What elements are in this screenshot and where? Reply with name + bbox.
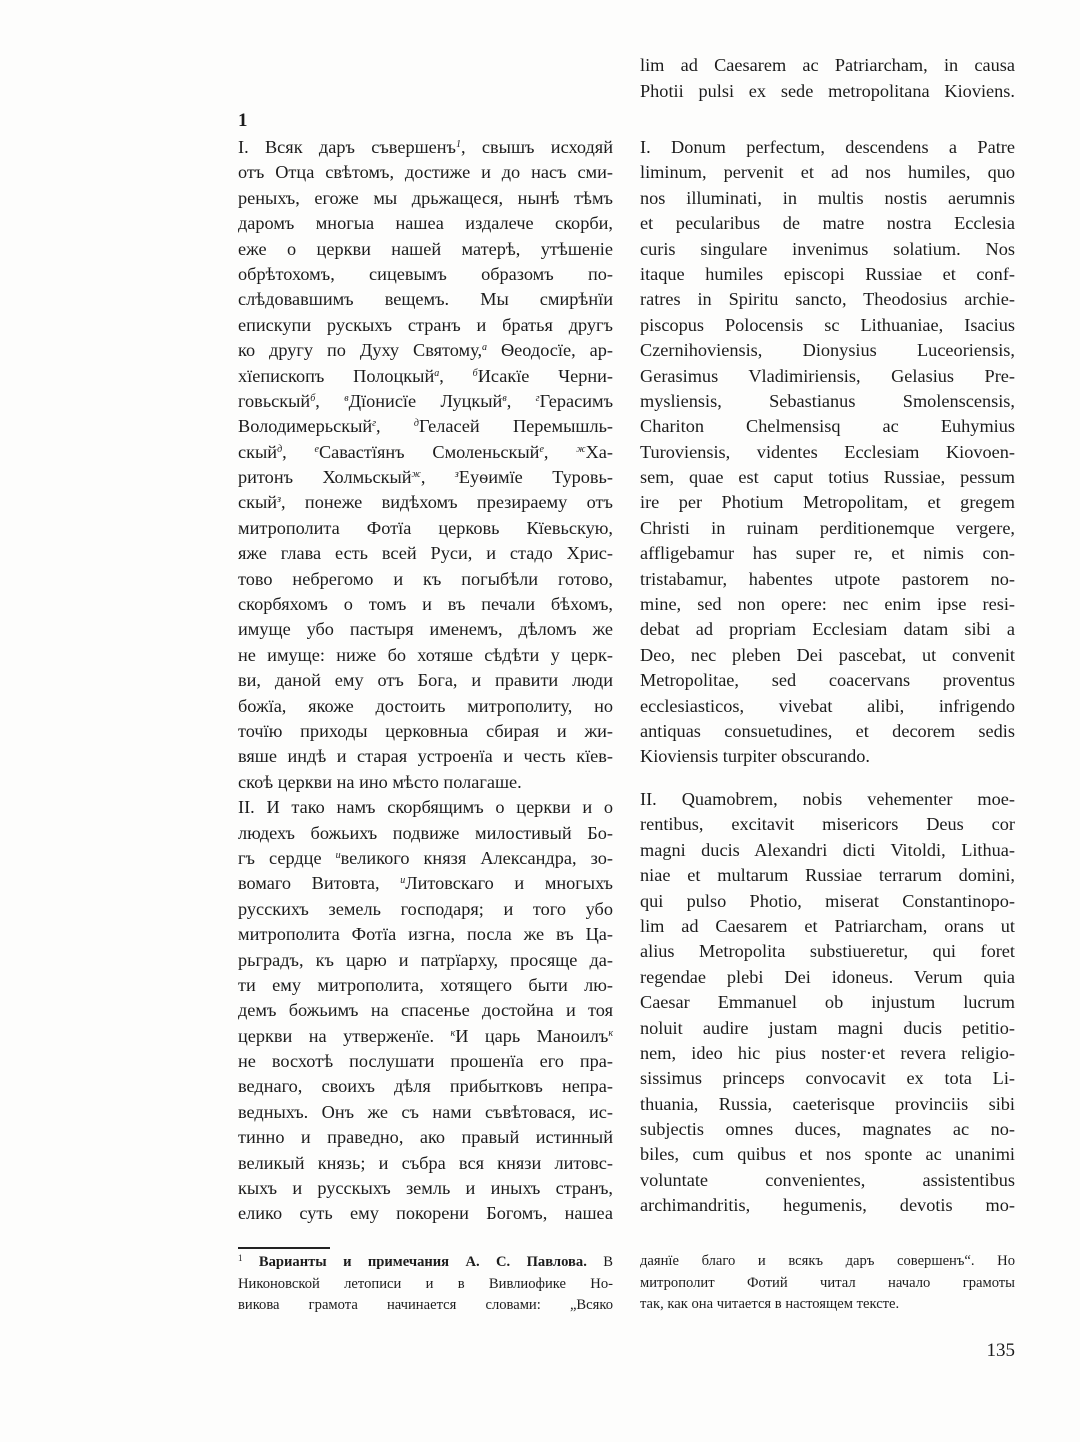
text-line: скоѣ церкви на ино мѣсто полагаше. [238, 771, 522, 792]
text-line: archimandritis, hegumenis, devotis mo- [640, 1195, 1015, 1216]
text-line: скорбяхомъ о томъ и въ печали бѣхомъ, [238, 594, 613, 615]
note-marker: в [502, 392, 507, 404]
text-segment: Ха- [585, 441, 614, 462]
page-number: 135 [986, 1340, 1015, 1361]
text-segment: Володимерьскый [238, 416, 373, 437]
text-line: subjectis omnes duces, magnates ac no- [640, 1119, 1015, 1140]
text-line: Chariton Chelmensisq ac Euhymius [640, 416, 1015, 437]
text-line: ire per Photium Metropolitam, et gregem [640, 492, 1015, 513]
text-segment: говьскый [238, 390, 311, 411]
text-segment: , [506, 390, 536, 411]
text-line: демъ божьимъ на спасенье достойна и тоя [238, 1000, 613, 1021]
text-line: magni ducis Alexandri dicti Vitoldi, Lithua- [640, 839, 1015, 860]
text-line [238, 871, 613, 896]
text-line: Kioviensis turpiter obscurando. [640, 746, 870, 767]
text-line [238, 846, 613, 871]
note-marker: з [454, 469, 459, 481]
text-line [238, 1024, 613, 1049]
text-line: божїа, якоже достоить митрополиту, но [238, 695, 613, 716]
text-line: curis singulare invenimus solatium. Nos [640, 238, 1015, 259]
text-line: Caesar Emmanuel ob injustum lucrum [640, 992, 1015, 1013]
footnote-marker: 1 [238, 1253, 243, 1263]
footnote-right [640, 1251, 1015, 1316]
text-line: alius Metropolita substiueretur, qui foret [640, 941, 1015, 962]
note-marker: к [450, 1027, 456, 1039]
text-line: слѣдовавшимъ вещемъ. Мы смирѣнїи [238, 289, 613, 310]
note-marker: е [314, 443, 319, 455]
text-line: реныхъ, егоже мы дрьжащеся, нынѣ тѣмъ [238, 187, 613, 208]
text-line [238, 465, 613, 490]
text-line [238, 389, 613, 414]
text-segment: , [376, 416, 414, 437]
text-line: debat ad propriam Ecclesiam datam sibi a [640, 619, 1015, 640]
note-marker: а [434, 367, 440, 379]
note-marker: в [344, 392, 349, 404]
text-segment: , [439, 365, 473, 386]
text-line: antiquas consuetudines, et decorem sedis [640, 720, 1015, 741]
footnote-line: даянїе благо и всякъ даръ совершенъ“. Но [640, 1253, 1015, 1269]
text-line: отъ Отца свѣтомъ, достиже и до насъ сми- [238, 162, 613, 183]
text-line: regendae plebi Dei idoneus. Verum quia [640, 966, 1015, 987]
text-line: митрополита Фотїа изгна, посла же въ Ца- [238, 924, 613, 945]
text-segment: I. Всяк даръ съвершенъ [238, 137, 457, 157]
text-line: Metropolitae, sed coacervans proventus [640, 670, 1015, 691]
text-segment: скый [238, 492, 278, 513]
note-marker: г [535, 392, 540, 404]
note-marker: и [335, 849, 341, 861]
text-segment: , понеже видѣхомъ презираему отъ [280, 492, 613, 513]
text-segment: Литовскаго и многыхъ [405, 873, 613, 894]
text-segment: , [420, 467, 455, 488]
text-segment: хїепископъ Полоцкый [238, 365, 435, 386]
header-line: Photii pulsi ex sede metropolitana Kioviens. [640, 81, 1015, 101]
text-segment: ко другу по Духу Святому, [238, 340, 483, 361]
text-line: sem, quae est caput totius Russiae, pessum [640, 467, 1015, 488]
text-line: mysliensis, Sebastianus Smolenscensis, [640, 390, 1015, 411]
text-line: mine, sed non opere: nec enim ipse resi- [640, 594, 1015, 615]
note-marker: а [482, 342, 488, 354]
text-line: Gerasimus Vladimiriensis, Gelasius Pre- [640, 365, 1015, 386]
text-segment: скый [238, 441, 278, 462]
text-line [238, 364, 613, 389]
text-line [238, 414, 613, 439]
note-marker: 1 [456, 139, 462, 150]
text-segment: ритонъ Холмьскый [238, 467, 412, 488]
text-line: voluntate convenientes, assistentibus [640, 1169, 1015, 1190]
header-line: lim ad Caesarem ac Patriarcham, in causa [640, 55, 1015, 75]
text-line: яже глава есть всей Руси, и стадо Хрис- [238, 543, 613, 564]
text-segment: гъ сердце [238, 847, 336, 868]
footnote-lead: Варианты и примечания А. С. Павлова. [258, 1254, 587, 1270]
text-line: ведныхъ. Онъ же съ нами съвѣтовася, ис- [238, 1101, 613, 1122]
text-line: lim ad Caesarem et Patriarcham, orans ut [640, 915, 1015, 936]
text-segment: великого князя Александра, зо- [340, 847, 613, 868]
text-line: nos illuminati, in multis nostis aerumnis [640, 187, 1015, 208]
text-line: itaque humiles episcopi Russiae et conf- [640, 263, 1015, 284]
text-line: людехъ божьихъ подвиже милостивый Бо- [238, 822, 613, 843]
footnote-divider [238, 1247, 330, 1249]
text-line: tristabamur, habentes utpote pastorem no- [640, 568, 1015, 589]
text-line: Czernihoviensis, Dionysius Luceoriensis, [640, 340, 1015, 361]
footnote-line [238, 1252, 613, 1274]
text-line: епискупи рускыхъ странъ и братья другъ [238, 314, 613, 335]
old-russian-text-column [238, 135, 613, 1227]
text-line: piscopus Polocensis sc Lithuaniae, Isacius [640, 314, 1015, 335]
text-line: qui pulso Photio, miserat Constantinopo- [640, 890, 1015, 911]
text-line: имуще убо пастыря именемъ, дѣломъ же [238, 619, 613, 640]
text-line: affligebamur has super re, et nimis con- [640, 543, 1015, 564]
text-line: thuania, Russia, caeterisque provinciis sibi [640, 1093, 1015, 1114]
text-segment: , свышъ исходяй [461, 137, 613, 157]
footnote-left [238, 1252, 613, 1317]
note-marker: ж [576, 443, 586, 455]
text-line: liminum, pervenit et ad nos humiles, quo [640, 162, 1015, 183]
text-line: ти ему митрополита, хотящего быти лю- [238, 974, 613, 995]
text-line: тово небрегомо и къ погыбѣли готово, [238, 568, 613, 589]
text-line: еже о церкви нашей матерѣ, утѣшеніе [238, 238, 613, 259]
text-segment: , [282, 441, 315, 462]
text-line: ви, даной ему отъ Бога, и правити люди [238, 670, 613, 691]
running-header-latin [640, 52, 1015, 104]
text-segment: , [315, 390, 345, 411]
text-line: точїю приходы церковныа сбирая и жи- [238, 720, 613, 741]
text-line [238, 490, 613, 515]
text-line: елико суть ему покорени Богомъ, нашеа [238, 1203, 613, 1224]
text-line: кыхъ и русскыхъ земль и иныхъ странъ, [238, 1178, 613, 1199]
text-line: вяше индѣ и старая устроенїа и честь кїев- [238, 746, 613, 767]
latin-text-paragraph-2 [640, 787, 1015, 1219]
note-marker: б [472, 367, 478, 379]
text-line: великый князь; и събра вся князи литовс- [238, 1152, 613, 1173]
document-number: 1 [238, 110, 248, 131]
text-line: обрѣтохомъ, сицевымъ образомъ по- [238, 263, 613, 284]
text-line: biles, cum quibus et nos sponte ac unanimi [640, 1144, 1015, 1165]
note-marker: ж [411, 469, 421, 481]
text-line: I. Donum perfectum, descendens a Patre [640, 137, 1015, 157]
text-line: Deo, nec pleben Dei pascebat, ut convenit [640, 644, 1015, 665]
text-segment: , [543, 441, 577, 462]
text-segment: Геласей Перемышль- [418, 416, 613, 437]
text-line: nem, ideo hic pius noster·et revera religio- [640, 1042, 1015, 1063]
text-line: II. И тако намъ скорбящимъ о церкви и о [238, 797, 613, 818]
text-line: не имуще: ниже бо хотяше сѣдѣти у церк- [238, 644, 613, 665]
text-segment: Исакїе Черни- [477, 365, 614, 386]
text-line: niae et multarum Russiae terrarum domini, [640, 865, 1015, 886]
text-segment: Дїонисїе Луцкый [348, 390, 503, 411]
text-line: Christi in ruinam perditionemque vergere, [640, 517, 1015, 538]
note-marker: и [400, 875, 406, 887]
text-line: noluit audire justam magni ducis petitio- [640, 1017, 1015, 1038]
text-segment: Ѳеодосїе, ар- [487, 340, 613, 361]
note-marker: б [310, 392, 316, 404]
note-marker: з [277, 494, 281, 506]
text-line: Turoviensis, videntes Ecclesiam Kiovoen- [640, 441, 1015, 462]
text-line [238, 440, 613, 465]
text-line [238, 338, 613, 363]
text-segment: И царь Маноилъ [455, 1025, 609, 1046]
text-line: II. Quamobrem, nobis vehementer moe- [640, 789, 1015, 809]
note-marker: г [372, 418, 377, 430]
text-line: не восхотѣ послушати прошенїа его пра- [238, 1051, 613, 1072]
text-line: даромъ многыа нашеа издалече скорби, [238, 213, 613, 234]
text-segment: Еуѳимїе Туровь- [458, 467, 613, 488]
footnote-line: викова грамота начинается словами: „Всяко [238, 1297, 613, 1313]
text-line: веднаго, своихъ дѣля прибытковъ непра- [238, 1076, 613, 1097]
footnote-text: В [586, 1254, 613, 1270]
text-line: et pecularibus de matre nostra Ecclesia [640, 213, 1015, 234]
text-segment: Савастїянъ Смоленьскый [318, 441, 540, 462]
text-line: митрополита Фотїа церковь Кїевьскую, [238, 517, 613, 538]
text-line: sissimus princeps convocavit ex tota Li- [640, 1068, 1015, 1089]
note-marker: д [413, 418, 419, 430]
text-line: ecclesiasticos, vivebat alibi, infrigendo [640, 695, 1015, 716]
latin-text-paragraph-1 [640, 135, 1015, 770]
text-segment: вомаго Витовта, [238, 873, 401, 894]
note-marker: е [539, 443, 544, 455]
text-line [238, 135, 613, 160]
note-marker: д [277, 443, 283, 455]
text-line: русскихъ земель господаря; и того убо [238, 898, 613, 919]
footnote-line: митрополит Фотий читал начало грамоты [640, 1274, 1015, 1291]
footnote-line: так, как она читается в настоящем тексте. [640, 1296, 900, 1312]
text-line: rentibus, excitavit misericors Deus cor [640, 814, 1015, 835]
text-line: рьградъ, къ царю и патрїарху, просяще да- [238, 949, 613, 970]
text-segment: Герасимъ [539, 390, 614, 411]
note-marker: к [608, 1027, 613, 1039]
footnote-line: Никоновской летописи и в Вивлиофике Но- [238, 1275, 613, 1292]
text-segment: церкви на утверженїе. [238, 1025, 451, 1046]
text-line: тинно и праведно, ако правый истинный [238, 1127, 613, 1148]
text-line: ratres in Spiritu sancto, Theodosius archie- [640, 289, 1015, 310]
